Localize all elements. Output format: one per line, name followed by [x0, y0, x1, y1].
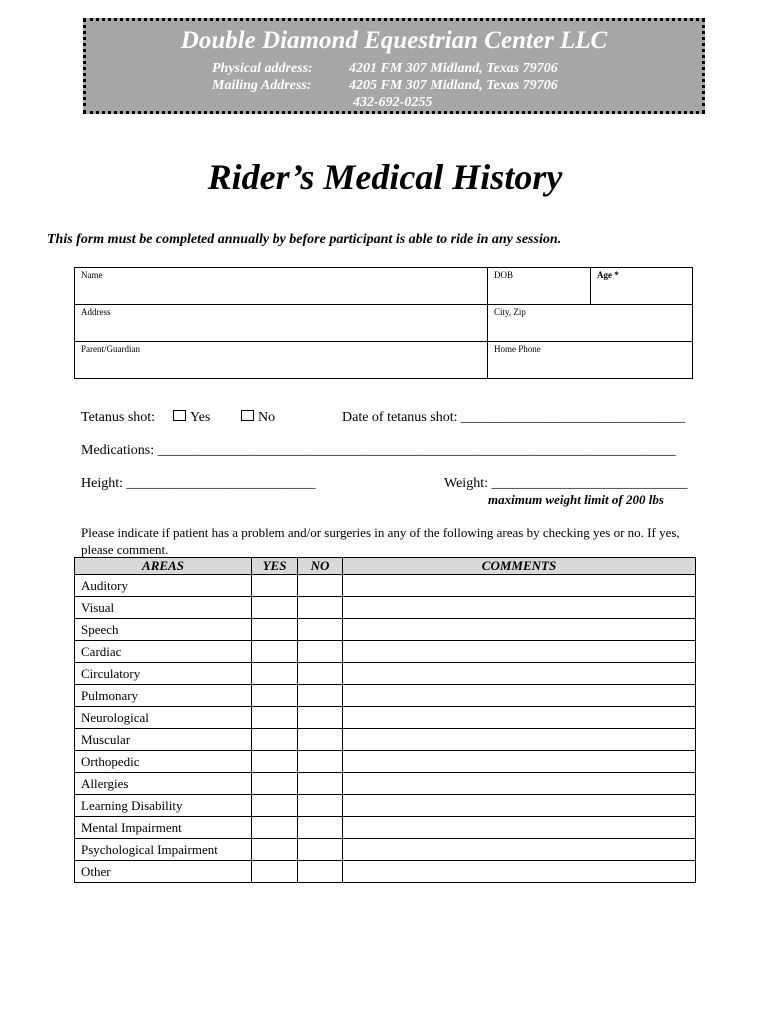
table-row	[75, 751, 696, 773]
yes-header: YES	[252, 558, 298, 575]
age-label: Age *	[597, 270, 619, 280]
table-row	[75, 597, 696, 619]
table-row	[75, 839, 696, 861]
tetanus-date-field[interactable]: Date of tetanus shot: ________________________________	[342, 410, 685, 425]
yes-cell[interactable]	[252, 795, 298, 817]
tetanus-yes-option[interactable]	[173, 410, 210, 426]
comments-cell[interactable]	[343, 619, 696, 641]
comments-cell[interactable]	[343, 773, 696, 795]
home-phone-field[interactable]	[488, 342, 693, 379]
comments-cell[interactable]	[343, 707, 696, 729]
name-field[interactable]	[75, 268, 488, 305]
comments-cell[interactable]	[343, 839, 696, 861]
table-row	[75, 795, 696, 817]
area-name: Mental Impairment	[75, 817, 252, 839]
yes-cell[interactable]	[252, 641, 298, 663]
no-header: NO	[298, 558, 343, 575]
city-zip-field[interactable]	[488, 305, 693, 342]
table-row	[75, 729, 696, 751]
area-name: Learning Disability	[75, 795, 252, 817]
tetanus-yes-label: Yes	[190, 410, 211, 425]
weight-limit-note: maximum weight limit of 200 lbs	[488, 492, 664, 507]
area-name: Cardiac	[75, 641, 252, 663]
yes-cell[interactable]	[252, 839, 298, 861]
header-box	[83, 18, 705, 114]
weight-field[interactable]: Weight: ____________________________	[444, 476, 688, 491]
yes-cell[interactable]	[252, 597, 298, 619]
comments-cell[interactable]	[343, 751, 696, 773]
area-name: Auditory	[75, 575, 252, 597]
city-zip-label: City, Zip	[494, 307, 526, 317]
no-cell[interactable]	[298, 795, 343, 817]
area-name: Pulmonary	[75, 685, 252, 707]
table-row	[75, 641, 696, 663]
table-row	[75, 861, 696, 883]
yes-cell[interactable]	[252, 773, 298, 795]
yes-cell[interactable]	[252, 729, 298, 751]
annual-notice: This form must be completed annually by before participant is able to ride in any session.	[47, 232, 562, 247]
area-name: Visual	[75, 597, 252, 619]
rider-info-table	[74, 267, 693, 379]
home-phone-label: Home Phone	[494, 344, 541, 354]
area-name: Allergies	[75, 773, 252, 795]
areas-instructions: Please indicate if patient has a problem and/or surgeries in any of the following areas by checking yes or no. If yes, please comment.	[81, 525, 680, 557]
area-name: Muscular	[75, 729, 252, 751]
table-row	[75, 707, 696, 729]
comments-cell[interactable]	[343, 663, 696, 685]
medical-areas-table	[74, 557, 696, 883]
tetanus-no-option[interactable]	[241, 410, 275, 426]
yes-cell[interactable]	[252, 619, 298, 641]
area-name: Neurological	[75, 707, 252, 729]
no-cell[interactable]	[298, 685, 343, 707]
area-name: Circulatory	[75, 663, 252, 685]
parent-guardian-field[interactable]	[75, 342, 488, 379]
comments-cell[interactable]	[343, 575, 696, 597]
area-name: Speech	[75, 619, 252, 641]
age-field[interactable]	[591, 268, 693, 305]
yes-cell[interactable]	[252, 575, 298, 597]
comments-cell[interactable]	[343, 685, 696, 707]
table-row	[75, 773, 696, 795]
yes-cell[interactable]	[252, 817, 298, 839]
table-row	[75, 685, 696, 707]
address-label: Address	[81, 307, 111, 317]
physical-address-value: 4201 FM 307 Midland, Texas 79706	[349, 61, 558, 76]
no-cell[interactable]	[298, 619, 343, 641]
mailing-address-value: 4205 FM 307 Midland, Texas 79706	[349, 78, 558, 93]
yes-cell[interactable]	[252, 707, 298, 729]
tetanus-label: Tetanus shot:	[81, 410, 156, 425]
tetanus-no-label: No	[258, 410, 276, 425]
no-cell[interactable]	[298, 817, 343, 839]
comments-cell[interactable]	[343, 817, 696, 839]
area-name: Other	[75, 861, 252, 883]
dob-field[interactable]	[488, 268, 591, 305]
no-cell[interactable]	[298, 575, 343, 597]
yes-cell[interactable]	[252, 751, 298, 773]
yes-cell[interactable]	[252, 685, 298, 707]
areas-header-row	[75, 558, 696, 575]
yes-cell[interactable]	[252, 861, 298, 883]
table-row	[75, 619, 696, 641]
table-row	[75, 663, 696, 685]
area-name: Psychological Impairment	[75, 839, 252, 861]
comments-header: COMMENTS	[343, 558, 696, 575]
comments-cell[interactable]	[343, 861, 696, 883]
no-cell[interactable]	[298, 839, 343, 861]
tetanus-yes-checkbox[interactable]	[173, 410, 186, 421]
page-title: Rider’s Medical History	[207, 157, 563, 197]
name-label: Name	[81, 270, 103, 280]
yes-cell[interactable]	[252, 663, 298, 685]
comments-cell[interactable]	[343, 641, 696, 663]
comments-cell[interactable]	[343, 729, 696, 751]
height-field[interactable]: Height: ___________________________	[81, 476, 316, 491]
no-cell[interactable]	[298, 773, 343, 795]
no-cell[interactable]	[298, 861, 343, 883]
no-cell[interactable]	[298, 729, 343, 751]
physical-address-label: Physical address:	[212, 61, 313, 76]
table-row	[75, 575, 696, 597]
tetanus-no-checkbox[interactable]	[241, 410, 254, 421]
org-name: Double Diamond Equestrian Center LLC	[180, 27, 608, 54]
no-cell[interactable]	[298, 663, 343, 685]
dob-label: DOB	[494, 270, 514, 280]
phone-number: 432-692-0255	[353, 95, 433, 110]
areas-header: AREAS	[75, 558, 252, 575]
no-cell[interactable]	[298, 707, 343, 729]
comments-cell[interactable]	[343, 597, 696, 619]
no-cell[interactable]	[298, 751, 343, 773]
table-row	[75, 817, 696, 839]
mailing-address-label: Mailing Address:	[212, 78, 312, 93]
address-field[interactable]	[75, 305, 488, 342]
medications-field[interactable]: Medications: __________________________________________________________________________	[81, 443, 676, 458]
no-cell[interactable]	[298, 597, 343, 619]
parent-guardian-label: Parent/Guardian	[81, 344, 140, 354]
no-cell[interactable]	[298, 641, 343, 663]
area-name: Orthopedic	[75, 751, 252, 773]
comments-cell[interactable]	[343, 795, 696, 817]
